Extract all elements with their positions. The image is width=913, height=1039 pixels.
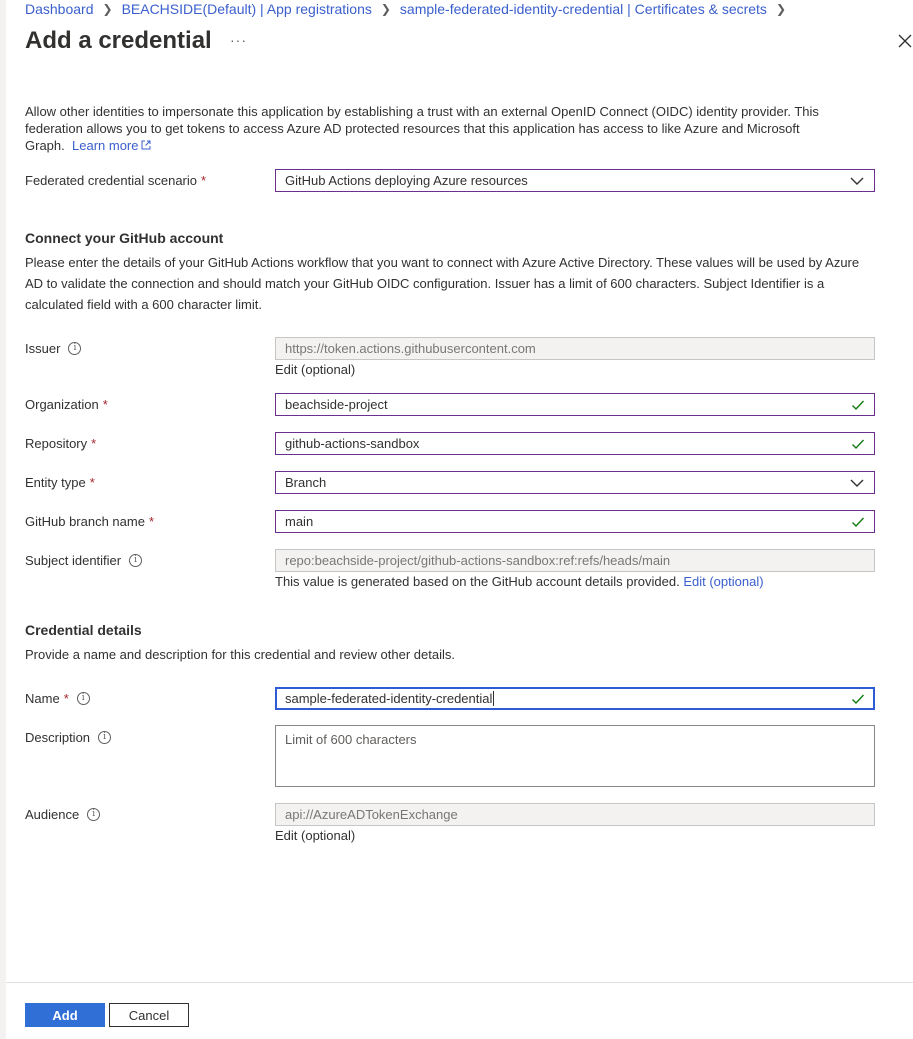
- subject-label-text: Subject identifier: [25, 553, 122, 568]
- breadcrumb-dashboard[interactable]: Dashboard: [25, 1, 94, 17]
- text-caret: [493, 691, 494, 706]
- audience-edit-link[interactable]: Edit (optional): [275, 828, 356, 843]
- issuer-input: [275, 337, 875, 360]
- subject-note-text: This value is generated based on the GitHub account details provided.: [275, 574, 680, 589]
- scenario-label: [25, 173, 206, 188]
- external-link-icon: [140, 139, 152, 151]
- name-value-text: sample-federated-identity-credential: [285, 691, 493, 706]
- check-icon: [851, 515, 865, 529]
- entity-type-label: [25, 475, 95, 490]
- info-icon[interactable]: i: [68, 342, 81, 355]
- check-icon: [851, 398, 865, 412]
- name-label: [25, 691, 90, 706]
- credential-section-title: Credential details: [25, 622, 142, 638]
- info-icon[interactable]: i: [77, 692, 90, 705]
- learn-more-link[interactable]: [68, 138, 152, 153]
- breadcrumb: [25, 0, 795, 18]
- required-marker: *: [63, 691, 69, 706]
- chevron-right-icon: ❯: [102, 2, 113, 16]
- check-icon: [851, 437, 865, 451]
- entity-type-value: Branch: [285, 475, 327, 490]
- chevron-down-icon: [849, 478, 865, 488]
- page-title: Add a credential: [25, 27, 212, 54]
- branch-label-text: GitHub branch name: [25, 514, 145, 529]
- branch-label: [25, 514, 154, 529]
- issuer-label-text: Issuer: [25, 341, 61, 356]
- issuer-edit-link[interactable]: Edit (optional): [275, 362, 356, 377]
- scenario-value: GitHub Actions deploying Azure resources: [285, 173, 528, 188]
- description-label: [25, 730, 111, 745]
- intro-paragraph: Allow other identities to impersonate this application by establishing a trust with an external OpenID Connect (OIDC) identity provider. This federation allows you to get tokens to access Azure AD protected resources that this application has access to like Azure and Microsoft Graph.: [25, 104, 819, 153]
- repository-label: [25, 436, 96, 451]
- subject-input: [275, 549, 875, 572]
- chevron-down-icon: [849, 176, 865, 186]
- required-marker: *: [201, 173, 207, 188]
- chevron-right-icon: ❯: [380, 2, 391, 16]
- scenario-dropdown[interactable]: [275, 169, 875, 192]
- breadcrumb-app-registrations[interactable]: BEACHSIDE(Default) | App registrations: [121, 1, 372, 17]
- intro-text: [25, 103, 835, 154]
- required-marker: *: [91, 436, 97, 451]
- subject-value: repo:beachside-project/github-actions-sandbox:ref:refs/heads/main: [285, 553, 671, 568]
- footer-divider: [6, 982, 913, 983]
- credential-section-description: Provide a name and description for this credential and review other details.: [25, 647, 455, 662]
- close-icon[interactable]: [896, 32, 913, 50]
- description-label-text: Description: [25, 730, 91, 745]
- audience-label: [25, 807, 100, 822]
- scenario-label-text: Federated credential scenario: [25, 173, 197, 188]
- info-icon[interactable]: i: [129, 554, 142, 567]
- description-placeholder: Limit of 600 characters: [285, 732, 417, 747]
- entity-type-dropdown[interactable]: [275, 471, 875, 494]
- subject-note: [275, 574, 764, 589]
- required-marker: *: [148, 514, 155, 529]
- branch-input[interactable]: [275, 510, 875, 533]
- name-input[interactable]: [275, 687, 875, 710]
- audience-label-text: Audience: [25, 807, 80, 822]
- repository-label-text: Repository: [25, 436, 88, 451]
- repository-value: github-actions-sandbox: [285, 436, 420, 451]
- issuer-label: [25, 341, 81, 356]
- chevron-right-icon: ❯: [775, 2, 786, 16]
- subject-edit-link[interactable]: Edit (optional): [683, 574, 764, 589]
- subject-label: [25, 553, 142, 568]
- entity-type-label-text: Entity type: [25, 475, 86, 490]
- branch-value: main: [285, 514, 314, 529]
- info-icon[interactable]: i: [87, 808, 100, 821]
- name-label-text: Name: [25, 691, 60, 706]
- github-section-title: Connect your GitHub account: [25, 230, 224, 246]
- organization-label: [25, 397, 108, 412]
- organization-value: beachside-project: [285, 397, 388, 412]
- organization-input[interactable]: [275, 393, 875, 416]
- required-marker: *: [89, 475, 95, 490]
- description-textarea[interactable]: [275, 725, 875, 787]
- left-strip: [0, 0, 6, 1039]
- cancel-button[interactable]: Cancel: [109, 1003, 189, 1027]
- breadcrumb-certificates-secrets[interactable]: sample-federated-identity-credential | Certificates & secrets: [399, 1, 767, 17]
- github-section-description: Please enter the details of your GitHub Actions workflow that you want to connect with Azure Active Directory. These values will be used by Azure AD to validate the connection and should match your GitHub OIDC configuration. Issuer has a limit of 600 characters. Subject Identifier is a calculated field with a 600 character limit.: [25, 255, 860, 312]
- info-icon[interactable]: i: [98, 731, 111, 744]
- more-options-button[interactable]: ···: [230, 32, 247, 48]
- repository-input[interactable]: [275, 432, 875, 455]
- learn-more-label[interactable]: Learn more: [72, 138, 139, 153]
- name-value: [285, 691, 851, 706]
- issuer-value: https://token.actions.githubusercontent.com: [285, 341, 536, 356]
- audience-value: api://AzureADTokenExchange: [285, 807, 458, 822]
- check-icon: [851, 692, 865, 706]
- audience-input: [275, 803, 875, 826]
- organization-label-text: Organization: [25, 397, 99, 412]
- required-marker: *: [102, 397, 108, 412]
- add-button[interactable]: Add: [25, 1003, 105, 1027]
